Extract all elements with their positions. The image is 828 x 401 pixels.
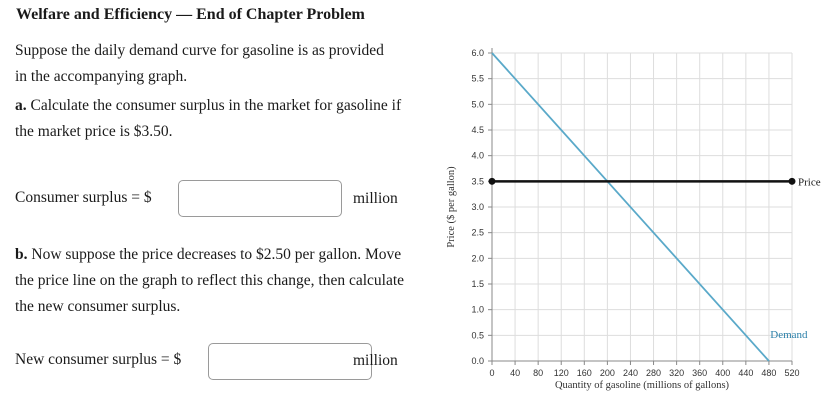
y-tick-label: 4.5 — [471, 125, 484, 135]
consumer-surplus-unit: million — [353, 190, 398, 207]
x-tick-label: 0 — [489, 368, 495, 378]
y-tick-label: 2.5 — [471, 227, 484, 238]
chart-grid — [492, 53, 792, 361]
new-consumer-surplus-input[interactable] — [208, 343, 372, 380]
x-tick-label: 240 — [622, 368, 638, 378]
y-tick-label: 0.0 — [471, 356, 484, 366]
y-tick-label: 1.5 — [471, 279, 484, 289]
part-b-label: b. — [15, 246, 28, 263]
x-tick-label: 520 — [784, 368, 800, 378]
x-tick-label: 400 — [715, 368, 731, 378]
new-consumer-surplus-unit: million — [353, 352, 398, 369]
x-tick-label: 160 — [576, 368, 592, 378]
y-tick-label: 5.5 — [471, 73, 484, 84]
y-tick-label: 1.0 — [471, 304, 484, 315]
consumer-surplus-label: Consumer surplus = $ — [15, 189, 152, 206]
consumer-surplus-input[interactable] — [178, 180, 342, 217]
y-axis-ticks — [471, 48, 492, 366]
y-tick-label: 3.5 — [471, 176, 484, 187]
y-tick-label: 3.0 — [471, 202, 484, 212]
x-axis-ticks — [489, 361, 799, 378]
x-tick-label: 440 — [738, 368, 754, 378]
part-b-text: Now suppose the price decreases to $2.50 per gallon. Move the price line on the graph to reflect this change, then calculate the new consumer surplus. — [15, 246, 405, 315]
x-tick-label: 480 — [761, 368, 777, 378]
new-consumer-surplus-label: New consumer surplus = $ — [15, 351, 182, 368]
y-tick-label: 2.0 — [471, 253, 484, 264]
x-tick-label: 120 — [553, 368, 569, 378]
part-b-question — [15, 242, 415, 320]
part-a-label: a. — [15, 97, 27, 114]
x-tick-label: 80 — [533, 368, 544, 378]
y-tick-label: 0.5 — [471, 330, 484, 341]
x-axis-label: Quantity of gasoline (millions of gallons) — [554, 380, 730, 391]
y-tick-label: 5.0 — [471, 99, 484, 110]
price-line-handle-right — [789, 178, 796, 185]
part-a-question — [15, 93, 405, 145]
y-tick-label: 4.0 — [471, 150, 484, 161]
demand-chart — [430, 30, 828, 401]
y-axis-label: Price ($ per gallon) — [446, 166, 457, 248]
problem-intro: Suppose the daily demand curve for gasoline is as provided in the accompanying graph. — [15, 42, 384, 85]
x-tick-label: 360 — [692, 368, 708, 378]
price-line-handle-left — [489, 178, 496, 185]
x-tick-label: 40 — [510, 368, 521, 378]
problem-title: Welfare and Efficiency — End of Chapter Problem — [16, 6, 365, 23]
x-tick-label: 320 — [669, 368, 685, 378]
part-a-text: Calculate the consumer surplus in the market for gasoline if the market price is $3.50. — [15, 97, 402, 140]
x-tick-label: 280 — [646, 368, 662, 378]
price-line-label: Price — [798, 176, 821, 189]
demand-line-label: Demand — [770, 329, 808, 341]
y-tick-label: 6.0 — [471, 48, 484, 58]
x-tick-label: 200 — [599, 368, 615, 378]
